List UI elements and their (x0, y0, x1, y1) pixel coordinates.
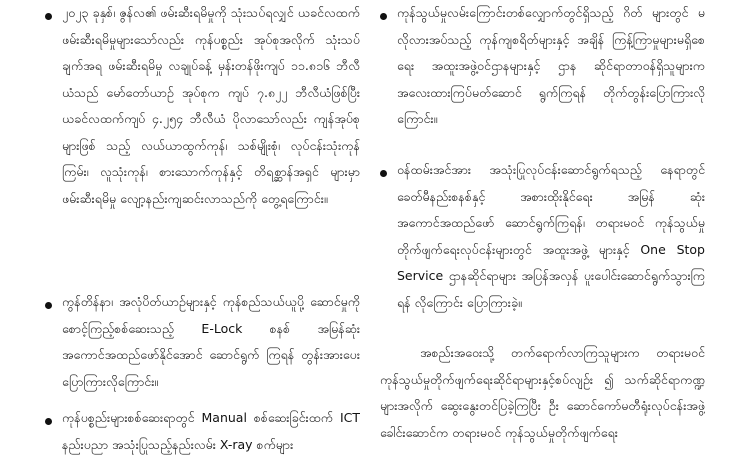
right-paragraph-3: အစည်းအဝေးသို့ တက်ရောက်လာကြသူများက တရားမဝင် ကုန်သွယ်မှုတိုက်ဖျက်ရေးဆိုင်ရာများနှင့်စပ်လျဉ်း ၍ သက်ဆိုင်ရာကဏ္ဍများအလိုက် ဆွေးနွေးတင်ပြခဲ့ကြပြီး ဦး ဆောင်ကော်မတီရုံးလုပ်ငန်းအဖွဲ့ခေါင်းဆောင်က တရားမဝင် ကုန်သွယ်မှုတိုက်ဖျက်ရေး (380, 345, 705, 440)
left-paragraph-1: ၂၀၂၃ ခုနှစ်၊ ဇွန်လ၏ ဖမ်းဆီးရမိမှုကို သုံးသပ်ရလျှင် ယခင်လထက် ဖမ်းဆီးရမိမှုများသော်လည်း ကုန်ပစ္စည်း အုပ်စုအလိုက် သုံးသပ်ချက်အရ ဖမ်းဆီးရမိမှု လချုပ်ခန့် မှန်းတန်ဖိုးကျပ် ၁၁.၈၁၆ ဘီလီယံသည် မော်တော်ယာဉ် အုပ်စုက ကျပ် ၇.၈၂၂ ဘီလီယံဖြစ်ပြီး ယခင်လထက်ကျပ် ၄.၂၅၄ ဘီလီယံ ပိုလာသော်လည်း ကျန်အုပ်စုများဖြစ် သည့် လယ်ယာထွက်ကုန်၊ သစ်မျိုးစုံ၊ လုပ်ငန်းသုံးကုန် ကြမ်း၊ လူသုံးကုန်၊ စားသောက်ကုန်နှင့် တိရစ္ဆာန်အရှင် များမှာ ဖမ်းဆီးရမိမှု လျော့နည်းကျဆင်းလာသည်ကို တွေ့ရကြောင်း။ (62, 5, 360, 206)
right-paragraph-2: ဝန်ထမ်းအင်အား အသုံးပြုလုပ်ငန်းဆောင်ရွက်ရသည့် နေရာတွင် ခေတ်မီနည်းစနစ်နှင့် အစားထိုးနိုင်ရေး အမြန် ဆုံး အကောင်အထည်ဖော် ဆောင်ရွက်ကြရန်၊ တရားမဝင် ကုန်သွယ်မှုတိုက်ဖျက်ရေးလုပ်ငန်းများတွင် အထူးအဖွဲ့ များနှင့် One Stop Service ဌာနဆိုင်ရာများ အပြန်အလှန် ပူးပေါင်းဆောင်ရွက်သွားကြရန် လိုကြောင်း ပြောကြားခဲ့။ (397, 162, 705, 310)
left-paragraph-2: ကွန်တိန်နာ၊ အလုံပိတ်ယာဉ်များနှင့် ကုန်စည်သယ်ယူပို့ ဆောင်မှုကို စောင့်ကြည့်စစ်ဆေးသည့် E-Lock စနစ် အမြန်ဆုံးအကောင်အထည်ဖော်နိုင်အောင် ဆောင်ရွက် ကြရန် တွန်းအားပေးပြောကြားလိုကြောင်း။ (62, 294, 360, 389)
bullet-icon (380, 13, 387, 20)
bullet-icon (45, 13, 52, 20)
bullet-icon (45, 418, 52, 425)
right-paragraph-1: ကုန်သွယ်မှုလမ်းကြောင်းတစ်လျှောက်တွင်ရှိသည့် ဂိတ် များတွင် မလိုလားအပ်သည့် ကုန်ကျစရိတ်များနှင့် အချိန် ကြန့်ကြာမှုများမရှိစေရေး အထူးအဖွဲ့၀င်ဌာနများနှင့် ဌာန ဆိုင်ရာတာဝန်ရှိသူများက အလေးထားကြပ်မတ်ဆောင် ရွက်ကြရန် တိုက်တွန်းပြောကြားလိုကြောင်း။ (397, 5, 705, 126)
bullet-icon (380, 170, 387, 177)
bullet-icon (45, 302, 52, 309)
left-paragraph-3: ကုန်ပစ္စည်းများစစ်ဆေးရာတွင် Manual စစ်ဆေးခြင်းထက် ICT နည်းပညာ အသုံးပြုသည့်နည်းလမ်း X-ray စက်များ (62, 410, 360, 452)
